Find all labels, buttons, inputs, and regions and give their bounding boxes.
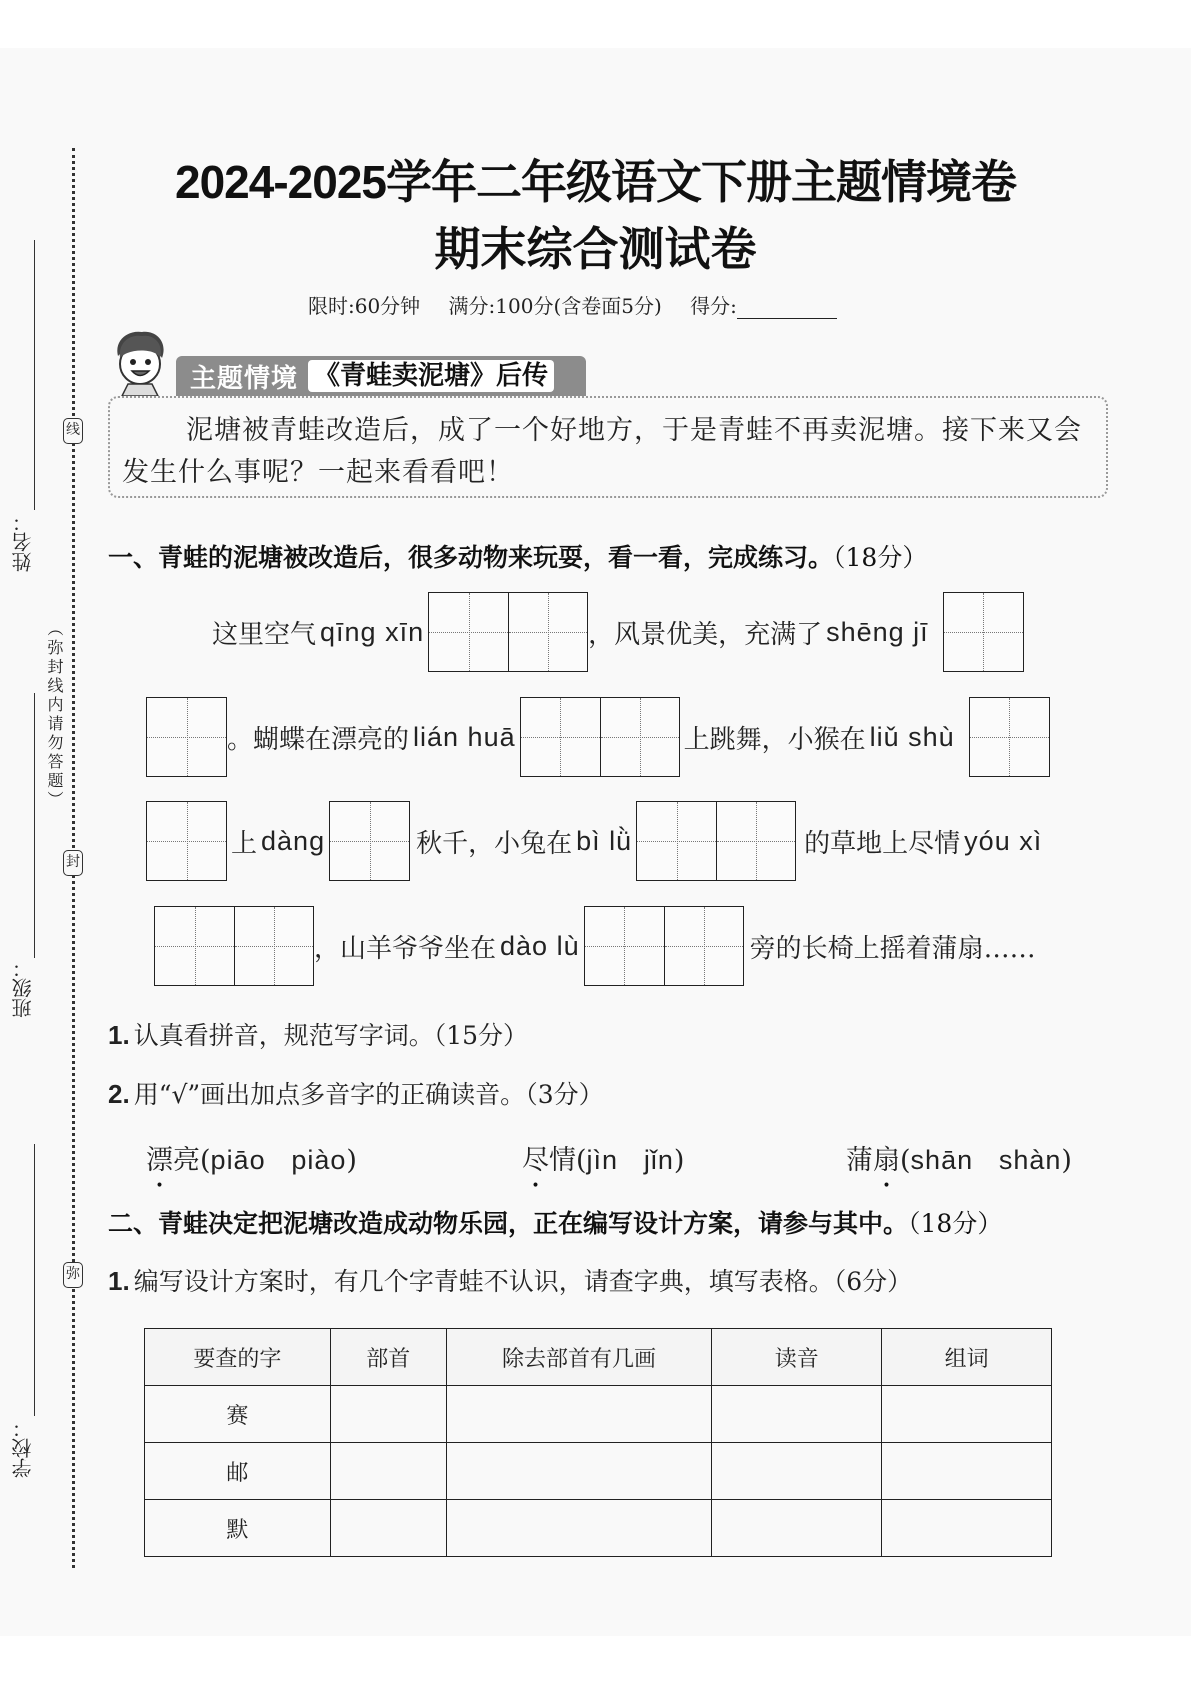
table-row	[145, 1500, 1052, 1557]
answer-cell[interactable]	[712, 1386, 882, 1443]
write-grid-qingxin[interactable]	[428, 592, 588, 672]
table-row	[145, 1443, 1052, 1500]
q-points: （15分）	[433, 1021, 529, 1050]
q-points: （6分）	[833, 1267, 913, 1296]
section2-points: （18分）	[908, 1209, 1003, 1238]
school-field[interactable]	[34, 1144, 35, 1416]
q-points: （3分）	[525, 1080, 604, 1109]
passage-text: 上跳舞，小猴在	[683, 724, 866, 755]
dotted-char: 漂	[146, 1145, 173, 1176]
q-text: 编写设计方案时，有几个字青蛙不认识，请查字典，填写表格。	[133, 1267, 834, 1296]
col-header: 组词	[882, 1329, 1052, 1386]
polyphone-item-3: 蒲扇(shān shàn)	[846, 1145, 1072, 1176]
theme-banner	[176, 356, 586, 396]
pinyin: liǔ shù	[869, 721, 955, 752]
col-header: 除去部首有几画	[446, 1329, 712, 1386]
passage-text: ，风景优美，充满了	[588, 619, 823, 650]
write-grid-youxi[interactable]	[154, 906, 314, 986]
write-grid-liushu-1[interactable]	[969, 697, 1050, 777]
class-label: 班级：	[11, 958, 35, 1018]
dotted-char: 扇	[873, 1145, 900, 1176]
theme-label: 主题情境	[190, 363, 299, 394]
lookup-char: 邮	[145, 1443, 331, 1500]
theme-title: 《青蛙卖泥塘》后传	[308, 360, 554, 392]
boy-avatar-icon	[108, 326, 172, 396]
passage-text: 这里空气	[212, 619, 317, 650]
q-number: 1.	[108, 1266, 130, 1296]
passage-text: 。蝴蝶在漂亮的	[227, 724, 410, 755]
passage-text: 秋千，小兔在	[416, 828, 573, 859]
pinyin: dào lù	[500, 930, 580, 961]
exam-subtitle: 期末综合测试卷	[434, 223, 757, 275]
write-grid-dang[interactable]	[329, 801, 410, 881]
section1-heading	[108, 538, 927, 574]
intro-text: 泥塘被青蛙改造后，成了一个好地方，于是青蛙不再卖泥塘。接下来又会发生什么事呢？一起来看看吧！	[122, 415, 1082, 488]
passage-text: 的草地上尽情	[804, 828, 961, 859]
lookup-char: 默	[145, 1500, 331, 1557]
reading-option[interactable]: shān	[910, 1145, 974, 1175]
name-field[interactable]	[34, 240, 35, 510]
passage-text: ，山羊爷爷坐在	[314, 933, 497, 964]
seal-tag-line: 线	[63, 418, 83, 444]
class-field[interactable]	[34, 693, 35, 958]
answer-cell[interactable]	[882, 1500, 1052, 1557]
q-number: 2.	[108, 1079, 130, 1109]
q-number: 1.	[108, 1020, 130, 1050]
passage-line-2	[146, 697, 1050, 777]
pinyin: bì lǜ	[576, 825, 633, 856]
pinyin: yóu xì	[964, 825, 1043, 856]
answer-cell[interactable]	[446, 1386, 712, 1443]
table-header-row	[145, 1329, 1052, 1386]
polyphone-item-1: 漂亮(piāo piào)	[146, 1145, 357, 1176]
passage-text: 旁的长椅上摇着蒲扇……	[749, 933, 1036, 964]
answer-cell[interactable]	[712, 1500, 882, 1557]
answer-cell[interactable]	[446, 1500, 712, 1557]
passage-text: 上	[231, 828, 258, 859]
section2-q1	[108, 1262, 912, 1298]
section1-q2	[108, 1075, 604, 1111]
answer-cell[interactable]	[330, 1500, 446, 1557]
time-limit: 限时:60分钟	[308, 294, 421, 318]
section2-heading-text: 二、青蛙决定把泥塘改造成动物乐园，正在编写设计方案，请参与其中。	[108, 1209, 909, 1238]
answer-cell[interactable]	[712, 1443, 882, 1500]
q-text: 用“√”画出加点多音字的正确读音。	[133, 1080, 526, 1109]
pinyin: shēng jī	[826, 616, 929, 647]
section1-q1	[108, 1016, 528, 1052]
write-grid-bilv[interactable]	[636, 801, 796, 881]
write-grid-lianhua[interactable]	[520, 697, 680, 777]
passage-line-3	[146, 801, 1046, 881]
table-row	[145, 1386, 1052, 1443]
q-text: 认真看拼音，规范写字词。	[133, 1021, 434, 1050]
reading-option[interactable]: piāo	[210, 1145, 266, 1175]
polyphone-item-2: 尽情(jìn jǐn)	[522, 1145, 685, 1176]
section1-points: （18分）	[833, 543, 928, 572]
answer-cell[interactable]	[882, 1443, 1052, 1500]
reading-option[interactable]: jìn	[586, 1145, 619, 1175]
col-header: 要查的字	[145, 1329, 331, 1386]
passage-line-1	[212, 592, 1024, 672]
section1-heading-text: 一、青蛙的泥塘被改造后，很多动物来玩耍，看一看，完成练习。	[108, 543, 834, 572]
passage-line-4	[154, 906, 1036, 986]
seal-note: （弥封线内请勿答题）	[45, 620, 64, 810]
answer-cell[interactable]	[330, 1443, 446, 1500]
char: 蒲	[846, 1145, 873, 1176]
pinyin: dàng	[261, 825, 326, 856]
char: 情	[549, 1145, 576, 1176]
dictionary-lookup-table	[144, 1328, 1052, 1557]
reading-option[interactable]: shàn	[998, 1145, 1062, 1175]
pinyin: qīng xīn	[320, 616, 425, 647]
write-grid-daolu[interactable]	[584, 906, 744, 986]
score-field[interactable]	[737, 297, 837, 319]
char: 亮	[173, 1145, 200, 1176]
reading-option[interactable]: jǐn	[643, 1145, 674, 1175]
write-grid-liushu-2[interactable]	[146, 801, 227, 881]
seal-tag-mi: 弥	[63, 1262, 83, 1288]
answer-cell[interactable]	[330, 1386, 446, 1443]
score-label: 得分:	[690, 294, 737, 318]
answer-cell[interactable]	[446, 1443, 712, 1500]
seal-tag-seal: 封	[63, 850, 83, 876]
reading-option[interactable]: piào	[291, 1145, 347, 1175]
col-header: 部首	[330, 1329, 446, 1386]
school-label: 学校：	[11, 1418, 35, 1478]
write-grid-shengji-2[interactable]	[146, 697, 227, 777]
exam-meta	[308, 290, 859, 319]
exam-title: 2024-2025学年二年级语文下册主题情境卷	[175, 156, 1016, 208]
pinyin: lián huā	[413, 721, 516, 752]
answer-cell[interactable]	[882, 1386, 1052, 1443]
write-grid-shengji-1[interactable]	[943, 592, 1024, 672]
name-label: 姓名：	[11, 512, 35, 572]
section2-heading	[108, 1204, 1002, 1240]
col-header: 读音	[712, 1329, 882, 1386]
dotted-char: 尽	[522, 1145, 549, 1176]
lookup-char: 赛	[145, 1386, 331, 1443]
full-score: 满分:100分(含卷面5分)	[448, 294, 662, 318]
